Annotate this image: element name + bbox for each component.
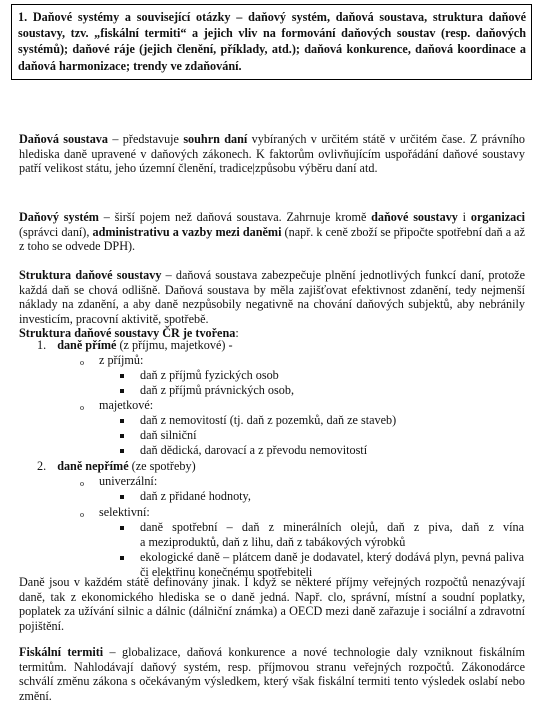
term-struktura: Struktura daňové soustavy (19, 268, 162, 282)
square-bullet-icon (120, 526, 124, 530)
circle-bullet-icon: o (80, 403, 84, 412)
topic-heading-box (11, 4, 532, 80)
list-item-dedicka: daň dědická, darovací a z převodu nemovitostí (140, 443, 368, 457)
list-item-spotrebni: daně spotřební – daň z minerálních olejů, daň z piva, daň z vína (140, 520, 524, 534)
text-cursor: | (252, 161, 255, 176)
term-fiskalni-termiti: Fiskální termiti (19, 645, 104, 659)
list-item-neprime: 2. daně nepřímé (ze spotřeby) (37, 459, 196, 473)
list-item-majetkove: majetkové: (99, 398, 154, 412)
square-bullet-icon (120, 374, 124, 378)
square-bullet-icon (120, 434, 124, 438)
square-bullet-icon (120, 449, 124, 453)
list-item-univerzalni: univerzální: (99, 474, 158, 488)
list-item-fo: daň z příjmů fyzických osob (140, 368, 279, 382)
list-item-dph: daň z přidané hodnoty, (140, 489, 251, 503)
circle-bullet-icon: o (80, 510, 84, 519)
square-bullet-icon (120, 389, 124, 393)
list-item-po: daň z příjmů právnických osob, (140, 383, 294, 397)
paragraph-fiskalni-termiti: Fiskální termiti – globalizace, daňová konkurence a nové technologie daly vzniknout fiskálním termitům. Nahlodávají daňový systém, resp. příjmovou stranu veřejných rozpočtů. Zákonodárce schválí změnu zákona s očekávaným výsledkem, který však fiskální termiti tento výsledek oslabí nebo změní. (19, 645, 526, 703)
list-item-selektivni: selektivní: (99, 505, 150, 519)
list-item-ekologicke-cont: či elektřinu konečnému spotřebiteli (140, 565, 313, 579)
paragraph-dane-jsou: Daně jsou v každém státě definovány jinak. I když se některé příjmy veřejných rozpočtů nenazývají daně, tak z ekonomického hlediska se o daně jedná. Např. clo, správní, místní a soudní poplatky, poplatek za užívání silnic a dálnic (dálniční známka) a OECD mezi daně zařazuje i sociální a zdravotní pojištění. (19, 575, 525, 633)
list-item-nemovitosti: daň z nemovitostí (tj. daň z pozemků, daň ze staveb) (140, 413, 397, 427)
square-bullet-icon (120, 495, 124, 499)
list-item-prime: 1. daně přímé (z příjmu, majetkové) - (37, 338, 233, 352)
square-bullet-icon (120, 556, 124, 560)
topic-heading: 1. Daňové systémy a související otázky – daňový systém, daňová soustava, struktura daňové soustavy, tzv. „fiskální termiti“ a jejich vliv na formování daňových soustav (resp. daňových systémů); daňové ráje (jejich členění, příklady, atd.); daňová konkurence, daňová koordinace a daňová harmonizace; trendy ve zdaňování. (18, 10, 526, 73)
term-danova-soustava: Daňová soustava (19, 132, 108, 146)
paragraph-struktura: Struktura daňové soustavy – daňová soustava zabezpečuje plnění jednotlivých funkcí daní, protože každá daň se chová odlišně. Daňová soustava by měla zajišťovat efektivnost zdanění, tedy nejmenší náklady na zdanění, a aby daně nezpůsobily negativně na chování daňových subjektů, aby nebránily investicím, pracovní aktivitě, spotřebě. Struktura daňové soustavy ČR je tvořena: (19, 268, 525, 341)
paragraph-danova-soustava: Daňová soustava – představuje souhrn daní vybíraných v určitém státě v určitém čase. Z právního hlediska daně upravené v daňových zákonech. K faktorům ovlivňujícím uspořádání daňové soustavy patří velikost státu, jeho územní členění, tradice|způsobu výběru daní atd. (19, 132, 525, 176)
square-bullet-icon (120, 419, 124, 423)
struktura-cr-heading: Struktura daňové soustavy ČR je tvořena (19, 326, 236, 341)
term-danovy-system: Daňový systém (19, 210, 99, 224)
circle-bullet-icon: o (80, 358, 84, 367)
paragraph-danovy-system: Daňový systém – širší pojem než daňová soustava. Zahrnuje kromě daňové soustavy i organizaci (správci daní), administrativu a vazby mezi daněmi (např. k ceně zboží se připočte spotřební daň a až z toho se odvede DPH). (19, 210, 526, 254)
list-item-ekologicke: ekologické daně – plátcem daně je dodavatel, který dodává plyn, pevná paliva (140, 550, 524, 564)
list-item-silnicni: daň silniční (140, 428, 197, 442)
list-item-spotrebni-cont: a meziproduktů, daň z lihu, daň z tabákových výrobků (140, 535, 406, 549)
circle-bullet-icon: o (80, 479, 84, 488)
list-item-z-prijmu: z příjmů: (99, 353, 144, 367)
